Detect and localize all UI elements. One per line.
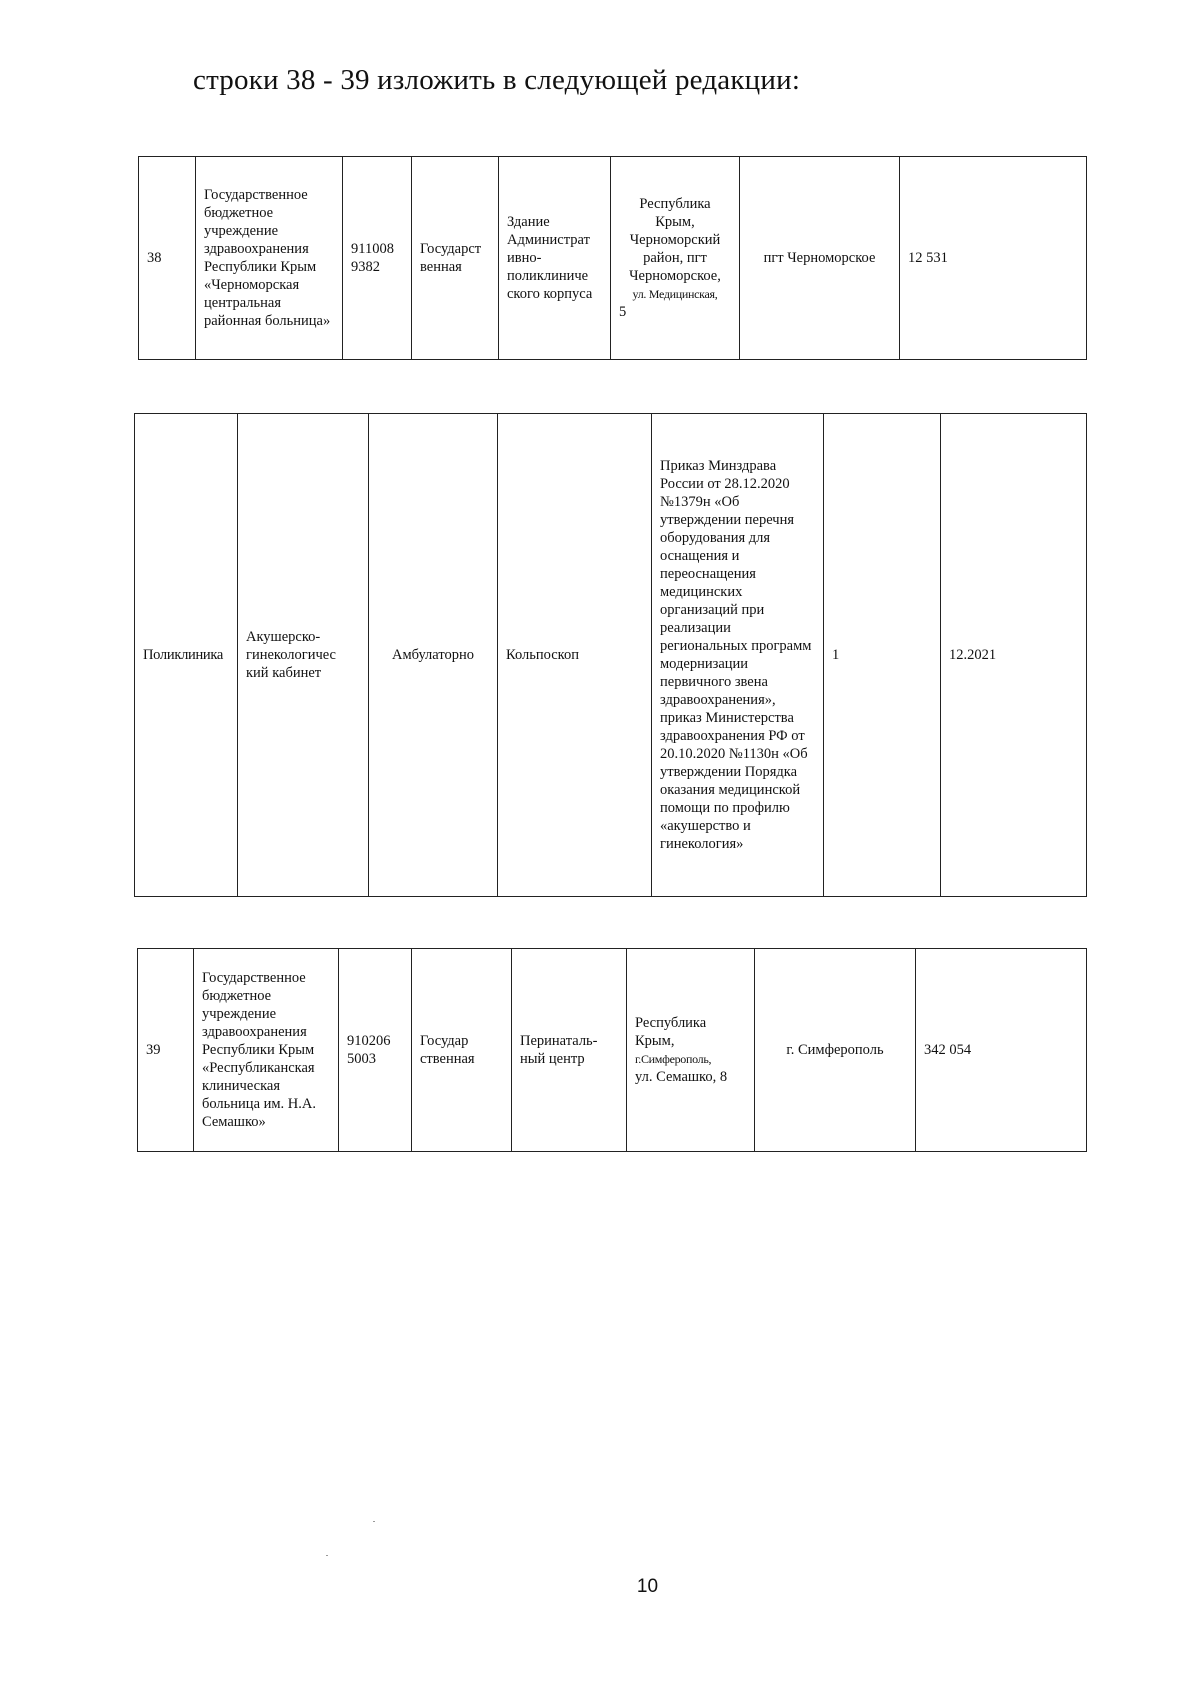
unit-cell: Поликлиника bbox=[135, 414, 238, 897]
scan-speck bbox=[373, 1521, 375, 1522]
quantity-cell: 1 bbox=[824, 414, 941, 897]
ownership-cell: Государст венная bbox=[412, 157, 499, 360]
date-cell: 12.2021 bbox=[941, 414, 1087, 897]
page-heading: строки 38 - 39 изложить в следующей редакции: bbox=[193, 64, 801, 96]
equipment-table bbox=[134, 413, 1087, 897]
population-cell: 12 531 bbox=[900, 157, 1087, 360]
ownership-cell: Государ ственная bbox=[412, 949, 512, 1152]
scan-speck bbox=[326, 1555, 328, 1556]
table-row-38 bbox=[138, 156, 1087, 360]
address-street: ул. Медицинская, bbox=[632, 287, 718, 301]
inn-cell: 911008 9382 bbox=[343, 157, 412, 360]
address-cell bbox=[627, 949, 755, 1152]
address-main: Республика Крым, bbox=[635, 1015, 707, 1049]
locality-cell: г. Симферополь bbox=[755, 949, 916, 1152]
row-number: 38 bbox=[139, 157, 196, 360]
device-cell: Кольпоскоп bbox=[498, 414, 652, 897]
population-cell: 342 054 bbox=[916, 949, 1087, 1152]
organization-name: Государственное бюджетное учреждение здравоохранения Республики Крым «Республиканская клиническая больница им. Н.А. Семашко» bbox=[194, 949, 339, 1152]
building-cell: Перинаталь-ный центр bbox=[512, 949, 627, 1152]
address-house: 5 bbox=[619, 304, 627, 320]
inn-cell: 910206 5003 bbox=[339, 949, 412, 1152]
address-cell bbox=[611, 157, 740, 360]
row-number: 39 bbox=[138, 949, 194, 1152]
room-cell: Акушерско-гинекологичес кий кабинет bbox=[238, 414, 369, 897]
building-cell: Здание Администрат ивно-поликлиниче ского корпуса bbox=[499, 157, 611, 360]
organization-name: Государственное бюджетное учреждение здравоохранения Республики Крым «Черноморская центральная районная больница» bbox=[196, 157, 343, 360]
locality-cell: пгт Черноморское bbox=[740, 157, 900, 360]
address-street: ул. Семашко, 8 bbox=[635, 1069, 728, 1085]
care-type-cell: Амбулаторно bbox=[369, 414, 498, 897]
legal-basis-cell: Приказ Минздрава России от 28.12.2020 №1379н «Об утверждении перечня оборудования для оснащения и переоснащения медицинских организаций при реализации региональных программ модернизации первичного звена здравоохранения», приказ Министерства здравоохранения РФ от 20.10.2020 №1130н «Об утверждении Порядка оказания медицинской помощи по профилю «акушерство и гинекология» bbox=[652, 414, 824, 897]
table-row-39 bbox=[137, 948, 1087, 1152]
page-number: 10 bbox=[636, 1576, 659, 1597]
address-main: Республика Крым, Черноморский район, пгт Черноморское, bbox=[629, 196, 721, 284]
address-city: г.Симферополь, bbox=[635, 1052, 712, 1066]
